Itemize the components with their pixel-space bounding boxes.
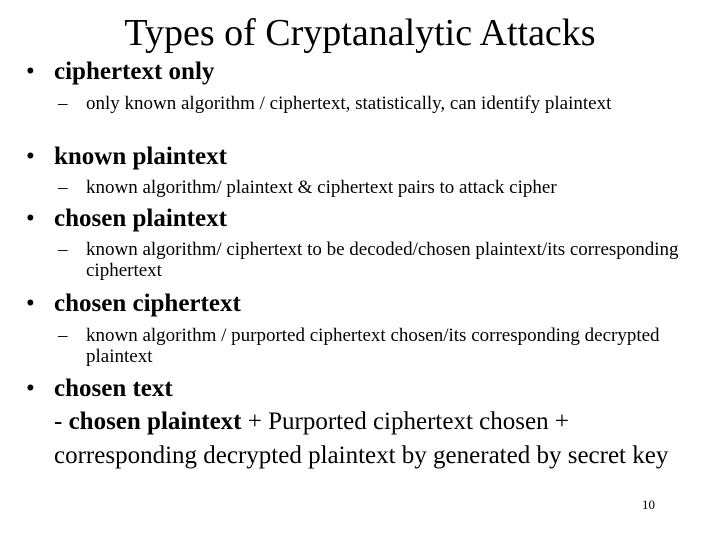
- bullet-label: chosen text: [54, 375, 173, 402]
- bullet-icon: •: [26, 58, 35, 85]
- bullet-chosen-text: [26, 374, 173, 403]
- page-number: 10: [642, 497, 655, 512]
- sub-bullet-chosen-plaintext: [58, 239, 708, 281]
- dash-icon: –: [58, 239, 68, 260]
- continuation-bold-term: chosen plaintext: [68, 408, 242, 435]
- bullet-known-plaintext: [26, 142, 227, 171]
- continuation-rest: + Purported ciphertext chosen + corresponding decrypted plaintext by generated by secret key: [54, 408, 669, 469]
- continuation-prefix: -: [54, 408, 69, 435]
- bullet-chosen-plaintext: [26, 204, 227, 233]
- dash-icon: –: [58, 93, 68, 114]
- bullet-label: chosen plaintext: [54, 205, 227, 232]
- bullet-icon: •: [26, 375, 35, 402]
- bullet-label: known plaintext: [54, 143, 227, 170]
- sub-bullet-ciphertext-only: [58, 93, 708, 114]
- sub-bullet-text: known algorithm/ ciphertext to be decoded/chosen plaintext/its corresponding ciphertext: [86, 239, 679, 281]
- bullet-ciphertext-only: [26, 57, 214, 86]
- sub-bullet-text: known algorithm/ plaintext & ciphertext pairs to attack cipher: [86, 177, 557, 198]
- dash-icon: –: [58, 325, 68, 346]
- sub-bullet-chosen-ciphertext: [58, 325, 708, 367]
- bullet-icon: •: [26, 143, 35, 170]
- slide-title: Types of Cryptanalytic Attacks: [124, 12, 596, 54]
- sub-bullet-known-plaintext: [58, 177, 708, 198]
- bullet-chosen-ciphertext: [26, 289, 241, 318]
- bullet-icon: •: [26, 205, 35, 232]
- bullet-label: chosen ciphertext: [54, 290, 241, 317]
- sub-bullet-text: known algorithm / purported ciphertext chosen/its corresponding decrypted plaintext: [86, 325, 660, 367]
- sub-bullet-text: only known algorithm / ciphertext, statistically, can identify plaintext: [86, 93, 612, 114]
- dash-icon: –: [58, 177, 68, 198]
- bullet-icon: •: [26, 290, 35, 317]
- chosen-text-description: [54, 405, 704, 473]
- bullet-label: ciphertext only: [54, 58, 215, 85]
